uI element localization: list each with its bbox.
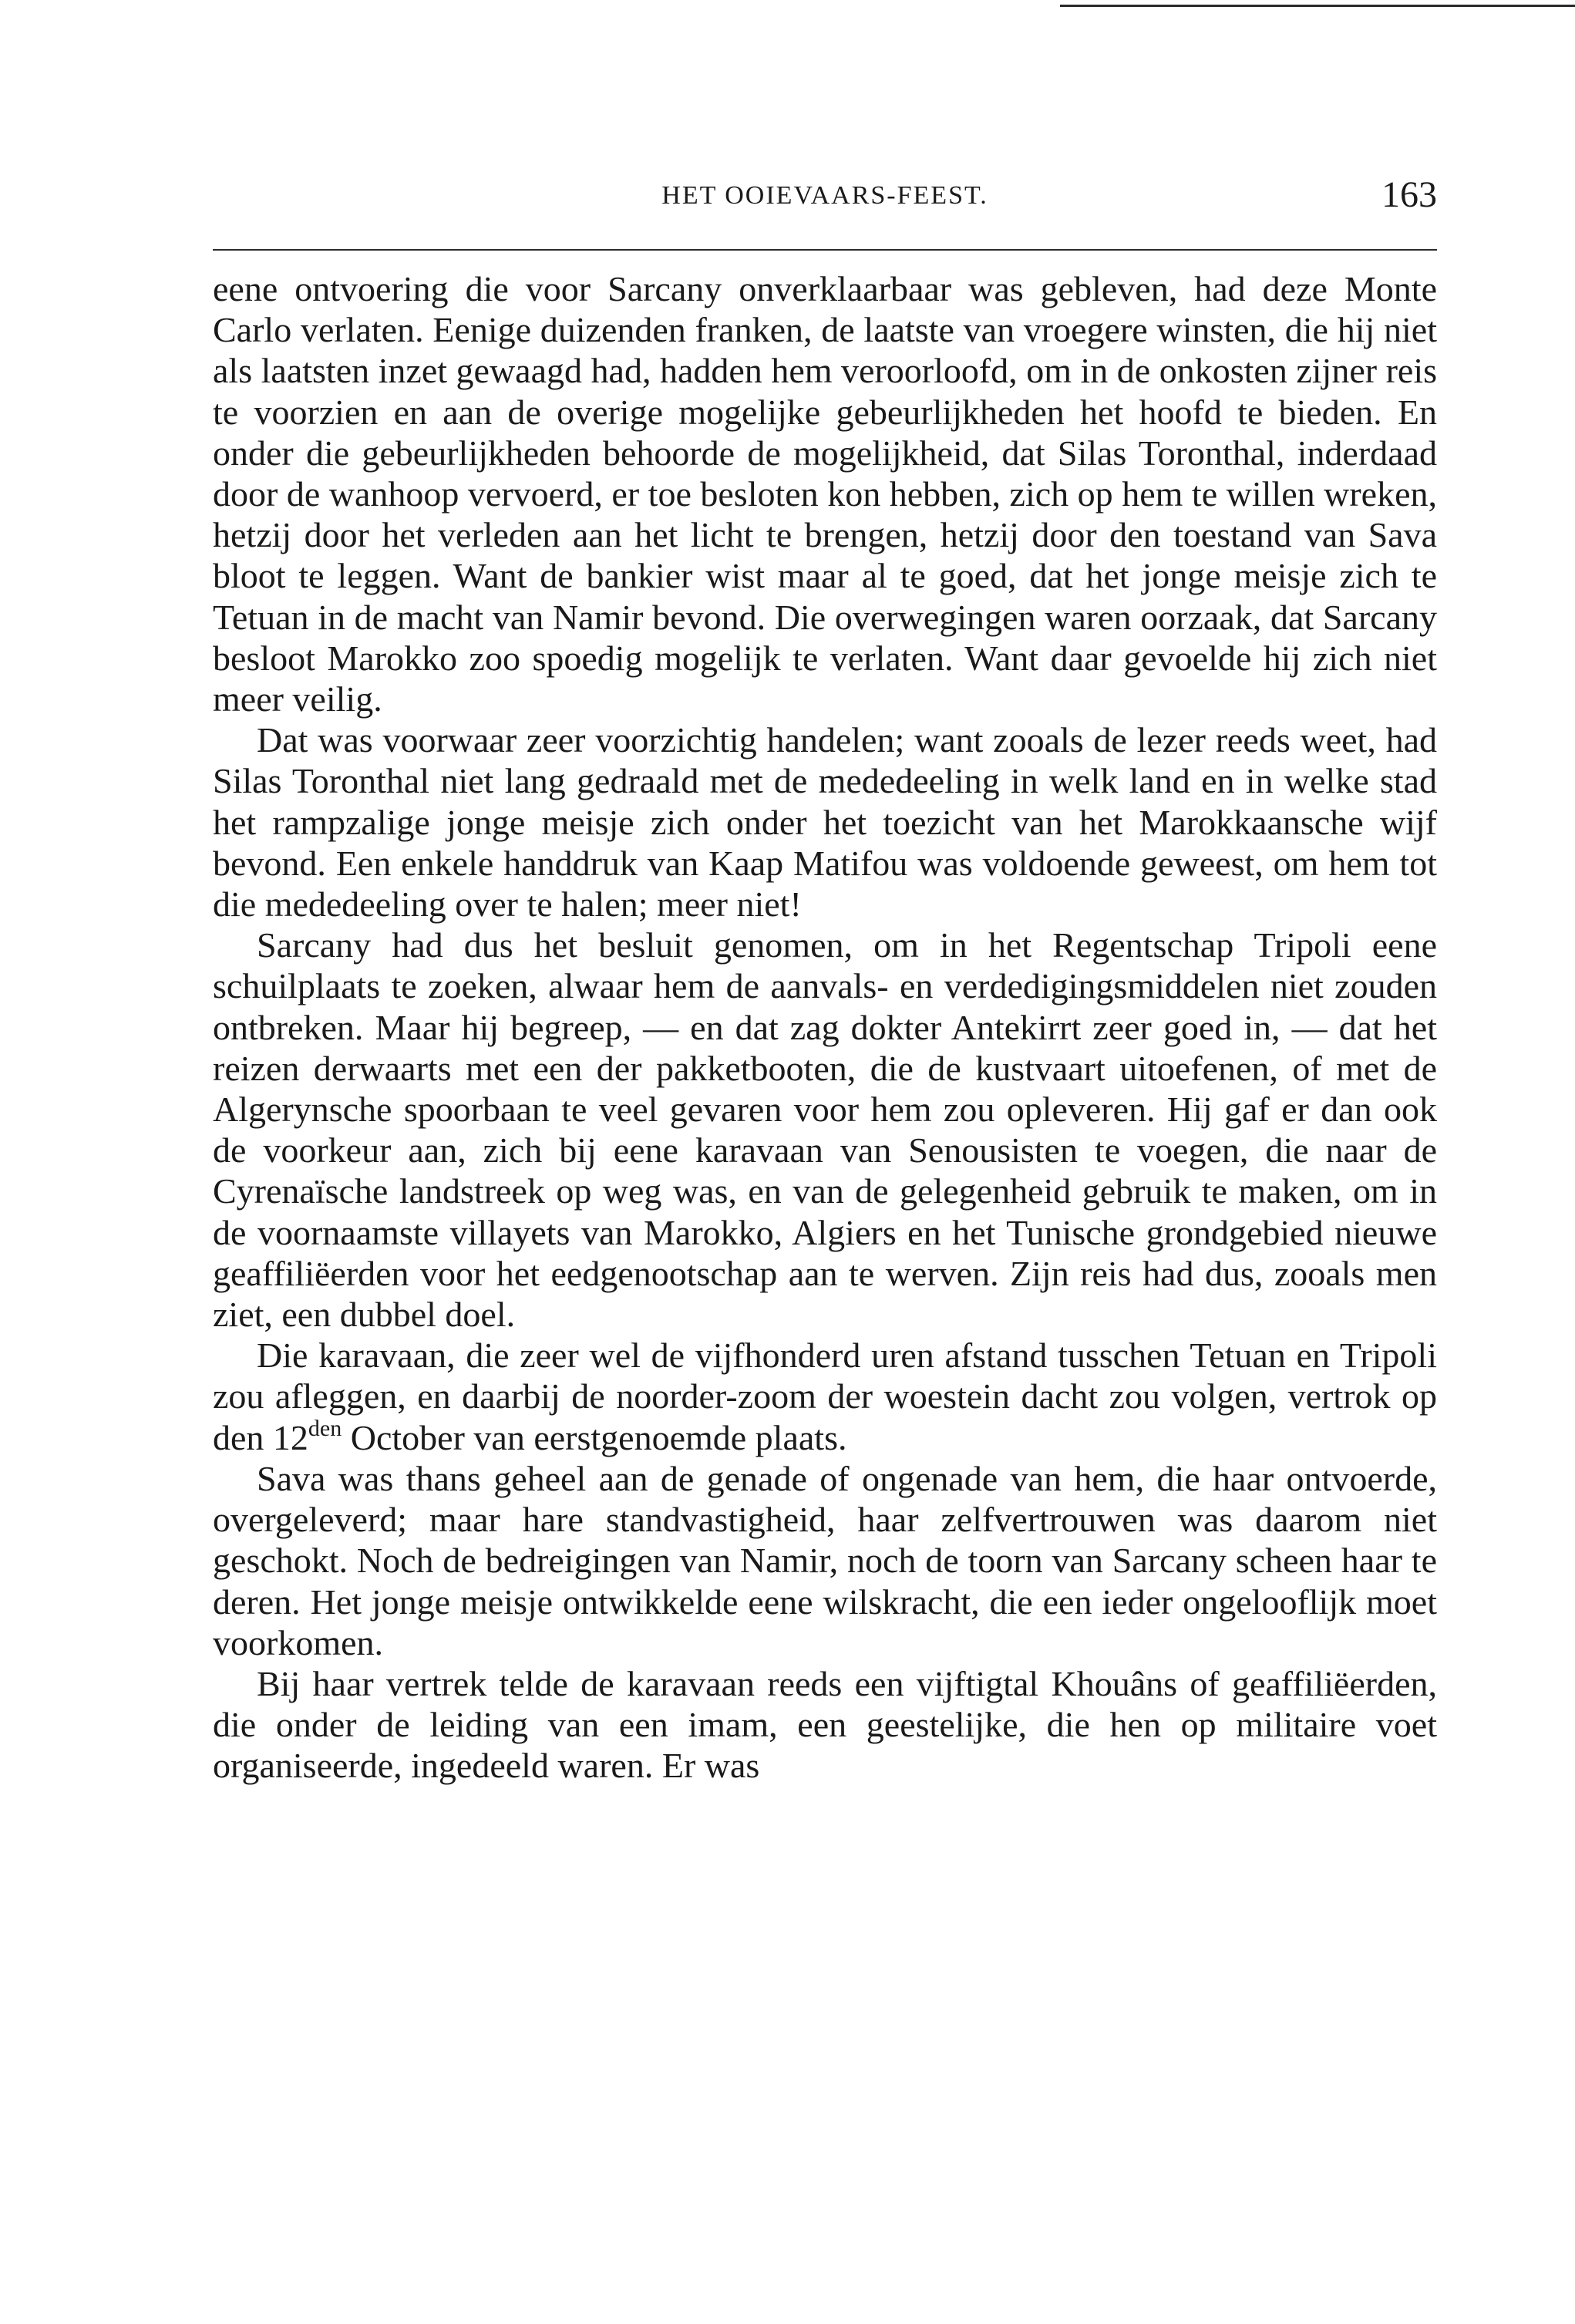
paragraph-5: Sava was thans geheel aan de genade of ongenade van hem, die haar ontvoerde, overgeleverd; maar hare standvastigheid, haar zelfvertrouwen was daarom niet geschokt. Noch de bedreigingen van Namir, noch de toorn van Sarcany scheen haar te deren. Het jonge meisje ontwikkelde eene wilskracht, die een ieder ongelooflijk moet voorkomen. — [213, 1458, 1437, 1662]
paragraph-4-text-before: Die karavaan, die zeer wel de vijfhonderd uren afstand tusschen Tetuan en Tripoli zou afleggen, en daarbij de noorder-zoom der woestein dacht zou volgen, vertrok op den 12 — [213, 1335, 1437, 1457]
running-title: HET OOIEVAARS-FEEST. — [661, 181, 988, 210]
paragraph-1: eene ontvoering die voor Sarcany onverklaarbaar was gebleven, had deze Monte Carlo verlaten. Eenige duizenden franken, de laatste van vroegere winsten, die hij niet als laatsten inzet gewaagd had, hadden hem veroorloofd, om in de onkosten zijner reis te voorzien en aan de overige mogelijke gebeurlijkheden het hoofd te bieden. En onder die gebeurlijkheden behoorde de mogelijkheid, dat Silas Toronthal, inderdaad door de wanhoop vervoerd, er toe besloten kon hebben, zich op hem te willen wreken, hetzij door het verleden aan het licht te brengen, hetzij door den toestand van Sava bloot te leggen. Want de bankier wist maar al te goed, dat het jonge meisje zich te Tetuan in de macht van Namir bevond. Die overwegingen waren oorzaak, dat Sarcany besloot Marokko zoo spoedig mogelijk te verlaten. Want daar gevoelde hij zich niet meer veilig. — [213, 269, 1437, 719]
header-divider — [213, 249, 1437, 251]
body-text — [213, 268, 1437, 1787]
paragraph-6: Bij haar vertrek telde de karavaan reeds een vijftigtal Khouâns of geaffiliëerden, die onder de leiding van een imam, een geestelijke, die hen op militaire voet organiseerde, ingedeeld waren. Er was — [213, 1663, 1437, 1786]
paragraph-3: Sarcany had dus het besluit genomen, om in het Regentschap Tripoli eene schuilplaats te zoeken, alwaar hem de aanvals- en verdedigingsmiddelen niet zouden ontbreken. Maar hij begreep, — en dat zag dokter Antekirrt zeer goed in, — dat het reizen derwaarts met een der pakketbooten, die de kustvaart uitoefenen, of met de Algerynsche spoorbaan te veel gevaren voor hem zou opleveren. Hij gaf er dan ook de voorkeur aan, zich bij eene karavaan van Senousisten te voegen, die naar de Cyrenaïsche landstreek op weg was, en van de gelegenheid gebruik te maken, om in de voornaamste villayets van Marokko, Algiers en het Tunische grondgebied nieuwe geaffiliëerden voor het eedgenootschap aan te werven. Zijn reis had dus, zooals men ziet, een dubbel doel. — [213, 925, 1437, 1335]
page-number: 163 — [1381, 174, 1437, 215]
top-edge-rule — [1060, 5, 1575, 7]
page-header — [213, 173, 1437, 220]
paragraph-2: Dat was voorwaar zeer voorzichtig handelen; want zooals de lezer reeds weet, had Silas Toronthal niet lang gedraald met de mededeeling in welk land en in welke stad het rampzalige jonge meisje zich onder het toezicht van het Marokkaansche wijf bevond. Een enkele handdruk van Kaap Matifou was voldoende geweest, om hem tot die mededeeling over te halen; meer niet! — [213, 720, 1437, 925]
ordinal-superscript: den — [308, 1415, 342, 1441]
paragraph-4 — [213, 1335, 1437, 1458]
paragraph-4-text-after: October van eerstgenoemde plaats. — [342, 1417, 847, 1457]
